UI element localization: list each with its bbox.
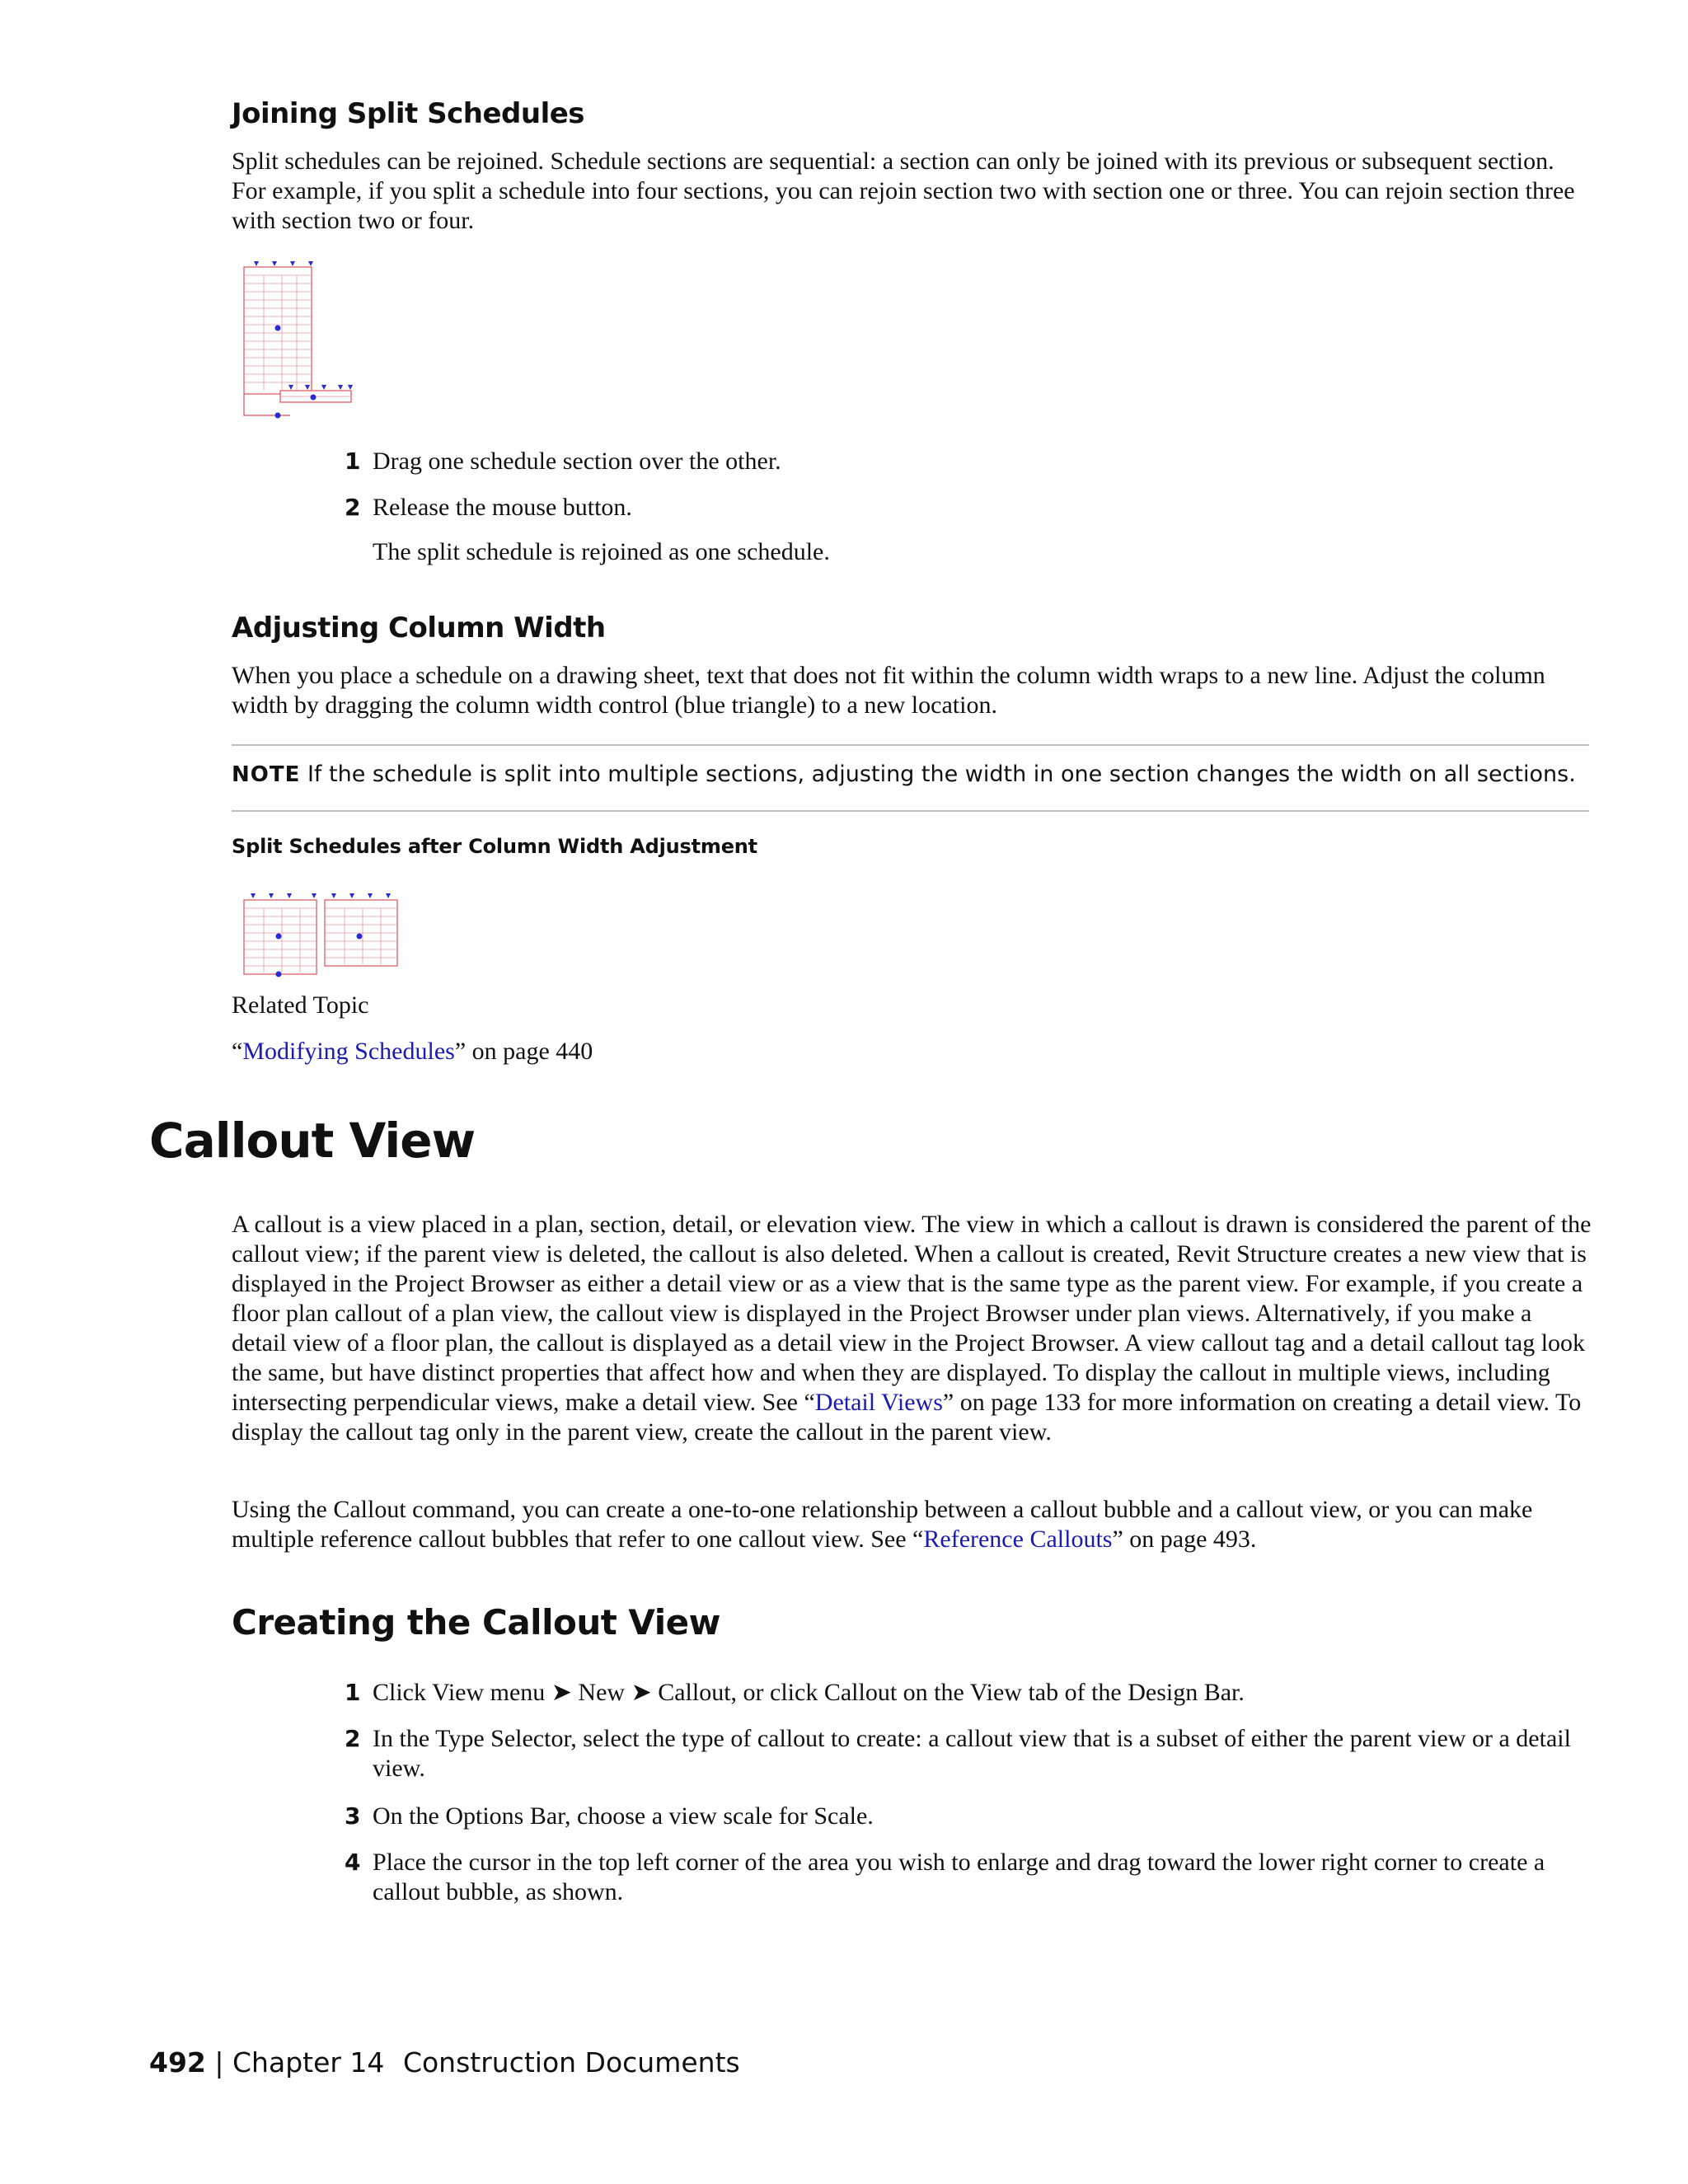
creating-step-2	[345, 1724, 1597, 1787]
note-label: NOTE	[232, 762, 301, 787]
joining-step-2	[345, 493, 1581, 523]
callout-p1-text-b: ” on page 133 for more information on creating a detail view. To display the callout tag only in the parent view, create the callout in the parent view.	[232, 1389, 1582, 1446]
joining-heading: Joining Split Schedules	[232, 97, 585, 130]
step-number: 4	[345, 1849, 361, 1876]
step-number: 1	[345, 448, 361, 475]
step-number: 3	[345, 1802, 361, 1830]
note-bottom-rule	[232, 810, 1589, 812]
footer-title: Construction Documents	[402, 2046, 740, 2079]
creating-heading: Creating the Callout View	[232, 1602, 720, 1643]
callout-paragraph-2	[232, 1495, 1592, 1554]
footer-separator: |	[214, 2046, 224, 2079]
callout-view-title: Callout View	[149, 1113, 476, 1169]
step-number: 1	[345, 1679, 361, 1706]
creating-step-3	[345, 1802, 1597, 1835]
step-number: 2	[345, 1725, 361, 1752]
step-text: On the Options Bar, choose a view scale for Scale.	[373, 1802, 874, 1830]
callout-p2-text-b: ” on page 493.	[1112, 1526, 1257, 1553]
step-text: Click View menu ➤ New ➤ Callout, or click Callout on the View tab of the Design Bar.	[373, 1679, 1245, 1706]
creating-step-1	[345, 1678, 1597, 1711]
callout-p1-text-a: A callout is a view placed in a plan, section, detail, or elevation view. The view in which a callout is drawn is considered the parent of the callout view; if the parent view is deleted, the callout is also deleted. When a callout is created, Revit Structure creates a new view that is displayed in the Project Browser as either a detail view or as a view that is the same type as the parent view. For example, if you create a floor plan callout of a plan view, the callout view is displayed in the Project Browser under plan views. Alternatively, if you make a detail view of a floor plan, the callout is displayed as a detail view in the Project Browser. A view callout tag and a detail callout tag look the same, but have distinct properties that affect how and when they are displayed. To display the callout in multiple views, including intersecting perpendicular views, make a detail view. See “	[232, 1211, 1592, 1416]
related-quote: “	[232, 1038, 243, 1065]
page-footer	[149, 2046, 740, 2079]
step-number: 2	[345, 494, 361, 521]
adjusting-heading: Adjusting Column Width	[232, 612, 606, 644]
split-schedule-figure	[239, 259, 354, 420]
detail-views-link[interactable]: Detail Views	[814, 1389, 943, 1416]
creating-step-4	[345, 1848, 1597, 1910]
note-block	[232, 761, 1600, 789]
figure-caption: Split Schedules after Column Width Adjustment	[232, 835, 757, 858]
modifying-schedules-link[interactable]: Modifying Schedules	[242, 1038, 455, 1065]
joining-step-1	[345, 447, 1581, 476]
joining-result: The split schedule is rejoined as one schedule.	[373, 538, 830, 565]
step-text: Drag one schedule section over the other.	[373, 448, 781, 475]
note-text: If the schedule is split into multiple sections, adjusting the width in one section changes the width on all sections.	[307, 762, 1576, 787]
footer-chapter: Chapter 14	[232, 2046, 385, 2079]
related-suffix: ” on page 440	[454, 1038, 593, 1065]
step-text: In the Type Selector, select the type of callout to create: a callout view that is a subset of either the parent view or a detail view.	[373, 1725, 1571, 1782]
callout-paragraph-1	[232, 1210, 1592, 1447]
adjusted-schedules-figure	[239, 890, 404, 981]
step-text: Place the cursor in the top left corner of the area you wish to enlarge and drag toward the lower right corner to create a callout bubble, as shown.	[373, 1849, 1545, 1905]
note-top-rule	[232, 744, 1589, 746]
page-number: 492	[149, 2046, 206, 2079]
related-topic-entry	[232, 1037, 593, 1066]
reference-callouts-link[interactable]: Reference Callouts	[923, 1526, 1113, 1553]
callout-p2-text-a: Using the Callout command, you can create a one-to-one relationship between a callout bubble and a callout view, or you can make multiple reference callout bubbles that refer to one callout view. See “	[232, 1496, 1533, 1553]
related-topic-label: Related Topic	[232, 991, 369, 1019]
adjusting-paragraph: When you place a schedule on a drawing sheet, text that does not fit within the column width wraps to a new line. Adjust the column width by dragging the column width control (blue triangle) to a new location.	[232, 662, 1545, 719]
joining-paragraph: Split schedules can be rejoined. Schedule sections are sequential: a section can only be joined with its previous or subsequent section. For example, if you split a schedule into four sections, you can rejoin section two with section one or three. You can rejoin section three with section two or four.	[232, 148, 1575, 234]
step-text: Release the mouse button.	[373, 494, 632, 521]
